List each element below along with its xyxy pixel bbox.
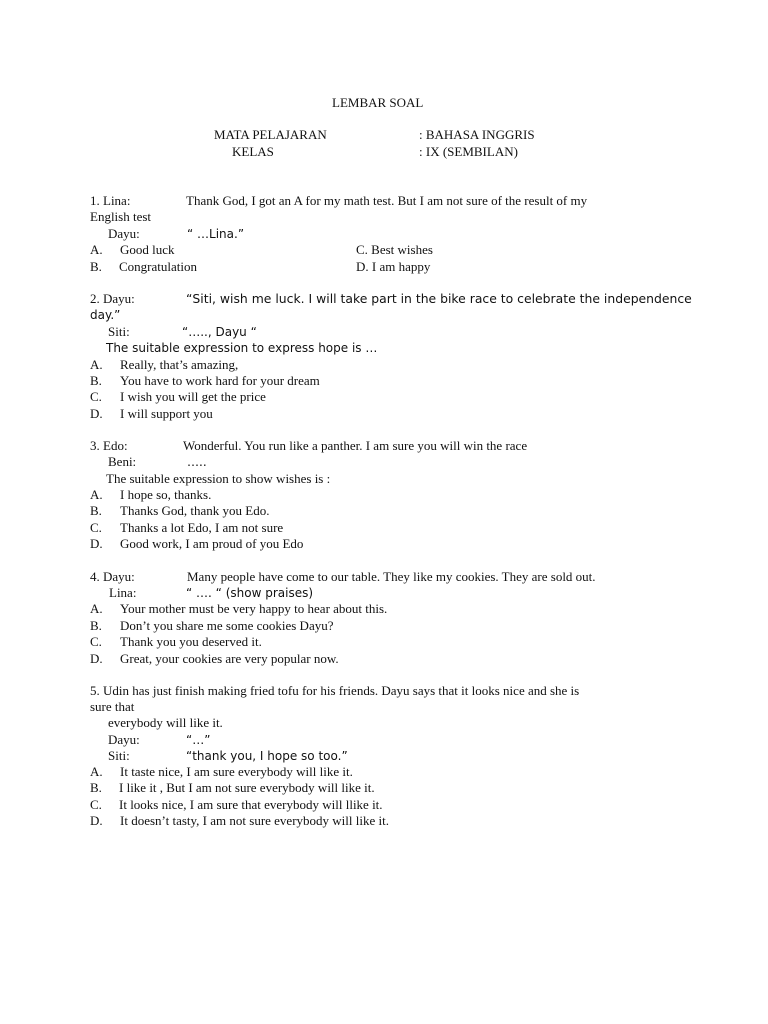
q5-option-d-letter: D. xyxy=(90,813,103,828)
q4-reply-text: “ …. “ (show praises) xyxy=(186,586,314,600)
q1-option-a: Good luck xyxy=(120,242,175,257)
q2-option-c: I wish you will get the price xyxy=(120,389,266,404)
q5-option-a: It taste nice, I am sure everybody will like it. xyxy=(120,764,353,779)
q2-speaker: 2. Dayu: xyxy=(90,291,135,306)
q2-reply-text: “….., Dayu “ xyxy=(182,325,257,339)
q2-statement: “Siti, wish me luck. I will take part in the bike race to celebrate the independence xyxy=(186,291,692,306)
q2-option-c-letter: C. xyxy=(90,389,102,404)
q3-option-d-letter: D. xyxy=(90,536,103,551)
q4-option-c: Thank you you deserved it. xyxy=(120,634,262,649)
q3-statement: Wonderful. You run like a panther. I am sure you will win the race xyxy=(183,438,528,453)
q3-option-c: Thanks a lot Edo, I am not sure xyxy=(120,520,284,535)
q1-option-c: C. Best wishes xyxy=(356,242,433,257)
q5-statement-cont: sure that xyxy=(90,699,135,714)
q4-option-a-letter: A. xyxy=(90,601,103,616)
q1-reply-text: “ …Lina.” xyxy=(187,227,245,241)
q2-option-a-letter: A. xyxy=(90,357,103,372)
q2-option-b: You have to work hard for your dream xyxy=(120,373,320,388)
q3-prompt: The suitable expression to show wishes is : xyxy=(106,471,331,486)
q4-option-c-letter: C. xyxy=(90,634,102,649)
q5-option-b-letter: B. xyxy=(90,780,102,795)
q3-option-c-letter: C. xyxy=(90,520,102,535)
q5-statement-cont2: everybody will like it. xyxy=(108,715,223,730)
q3-option-a-letter: A. xyxy=(90,487,103,502)
q3-speaker: 3. Edo: xyxy=(90,438,128,453)
q3-reply-text: ….. xyxy=(187,455,207,469)
q5-option-b: I like it , But I am not sure everybody will like it. xyxy=(119,780,375,795)
q1-option-a-letter: A. xyxy=(90,242,103,257)
q1-option-b-letter: B. xyxy=(90,259,102,274)
q4-option-b-letter: B. xyxy=(90,618,102,633)
q5-statement: 5. Udin has just finish making fried tofu for his friends. Dayu says that it looks nice and she is xyxy=(90,683,580,698)
q2-option-a: Really, that’s amazing, xyxy=(120,357,239,372)
q4-option-d-letter: D. xyxy=(90,651,103,666)
q5-option-d: It doesn’t tasty, I am not sure everybody will like it. xyxy=(120,813,389,828)
page-title: LEMBAR SOAL xyxy=(332,95,424,110)
q5-reply1-speaker: Dayu: xyxy=(108,732,140,747)
class-label: KELAS xyxy=(232,144,274,159)
q5-reply2-text: “thank you, I hope so too.” xyxy=(186,749,348,763)
q2-prompt: The suitable expression to express hope is … xyxy=(106,341,378,355)
q2-option-d: I will support you xyxy=(120,406,213,421)
q1-option-b: Congratulation xyxy=(119,259,197,274)
q5-reply2-speaker: Siti: xyxy=(108,748,130,763)
q1-reply-speaker: Dayu: xyxy=(108,226,140,241)
q2-statement-cont: day.” xyxy=(90,308,121,322)
q3-option-a: I hope so, thanks. xyxy=(120,487,212,502)
q1-speaker: 1. Lina: xyxy=(90,193,131,208)
q2-reply-speaker: Siti: xyxy=(108,324,130,339)
q2-option-b-letter: B. xyxy=(90,373,102,388)
q4-option-d: Great, your cookies are very popular now. xyxy=(120,651,339,666)
q3-option-b: Thanks God, thank you Edo. xyxy=(120,503,270,518)
q3-reply-speaker: Beni: xyxy=(108,454,137,469)
q5-option-c: It looks nice, I am sure that everybody will llike it. xyxy=(119,797,383,812)
q4-reply-speaker: Lina: xyxy=(109,585,137,600)
class-value: : IX (SEMBILAN) xyxy=(419,144,518,159)
q2-option-d-letter: D. xyxy=(90,406,103,421)
q1-option-d: D. I am happy xyxy=(356,259,431,274)
q4-option-a: Your mother must be very happy to hear about this. xyxy=(120,601,388,616)
q4-statement: Many people have come to our table. They like my cookies. They are sold out. xyxy=(187,569,596,584)
q5-option-a-letter: A. xyxy=(90,764,103,779)
q5-option-c-letter: C. xyxy=(90,797,102,812)
q4-speaker: 4. Dayu: xyxy=(90,569,135,584)
q5-reply1-text: “…” xyxy=(186,733,211,747)
subject-label: MATA PELAJARAN xyxy=(214,127,327,142)
q1-statement-cont: English test xyxy=(90,209,152,224)
q4-option-b: Don’t you share me some cookies Dayu? xyxy=(120,618,334,633)
q1-statement: Thank God, I got an A for my math test. But I am not sure of the result of my xyxy=(186,193,588,208)
subject-value: : BAHASA INGGRIS xyxy=(419,127,535,142)
q3-option-b-letter: B. xyxy=(90,503,102,518)
q3-option-d: Good work, I am proud of you Edo xyxy=(120,536,304,551)
